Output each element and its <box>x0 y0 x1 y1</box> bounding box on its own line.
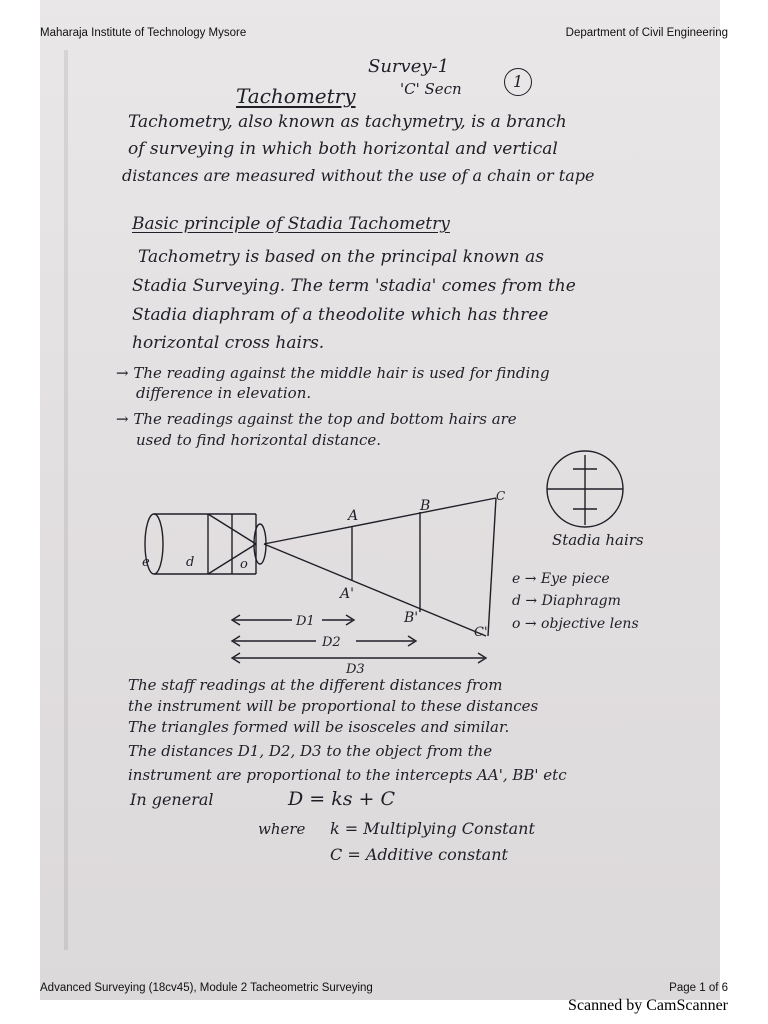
page-circle-number: 1 <box>504 68 532 96</box>
label-d: d <box>186 555 195 570</box>
formula-prefix: In general <box>130 790 214 809</box>
page-title: Tachometry <box>236 84 356 108</box>
label-e: e <box>142 555 150 570</box>
ray-upper <box>264 498 496 544</box>
footer-page-number: Page 1 of 6 <box>669 982 728 994</box>
label-D3: D3 <box>346 662 365 677</box>
label-C: C <box>496 489 506 503</box>
label-D2: D2 <box>322 635 341 650</box>
legend-objective: o → objective lens <box>512 616 639 632</box>
principle-line-3: Stadia diaphram of a theodolite which has three <box>132 305 549 325</box>
scanner-watermark: Scanned by CamScanner <box>568 997 728 1014</box>
principle-line-1: Tachometry is based on the principal known as <box>138 247 544 267</box>
intro-line-2: of surveying in which both horizontal and vertical <box>128 139 558 159</box>
bottom-line-1: The staff readings at the different distances from <box>128 676 503 694</box>
bottom-line-2: the instrument will be proportional to these distances <box>128 697 539 715</box>
stadia-hairs-label: Stadia hairs <box>552 531 644 549</box>
bullet-2-line-2: used to find horizontal distance. <box>136 431 382 449</box>
footer-course: Advanced Surveying (18cv45), Module 2 Tacheometric Surveying <box>40 982 373 994</box>
legend-eyepiece: e → Eye piece <box>512 571 610 587</box>
bullet-1-line-2: difference in elevation. <box>136 384 312 402</box>
principle-line-4: horizontal cross hairs. <box>132 333 325 353</box>
label-o: o <box>240 557 248 572</box>
section-heading: Basic principle of Stadia Tachometry <box>132 214 450 234</box>
survey-label: Survey-1 <box>368 56 450 77</box>
label-D1: D1 <box>296 614 315 629</box>
label-B: B <box>420 498 431 514</box>
bottom-line-5: instrument are proportional to the intercepts AA', BB' etc <box>128 766 567 784</box>
formula-equation: D = ks + C <box>288 788 396 810</box>
formula-c-definition: C = Additive constant <box>330 845 508 864</box>
intro-line-1: Tachometry, also known as tachymetry, is a branch <box>128 112 567 132</box>
intro-line-3: distances are measured without the use of a chain or tape <box>122 166 595 185</box>
principle-line-2: Stadia Surveying. The term 'stadia' comes from the <box>132 276 576 296</box>
formula-where: where <box>258 820 306 838</box>
label-A: A <box>348 508 359 524</box>
bottom-line-4: The distances D1, D2, D3 to the object from the <box>128 742 493 760</box>
bottom-line-3: The triangles formed will be isosceles and similar. <box>128 718 510 736</box>
label-C-prime: C' <box>474 625 488 640</box>
staff-CC <box>488 498 496 636</box>
header-institute: Maharaja Institute of Technology Mysore <box>40 27 247 39</box>
bullet-1-line-1: → The reading against the middle hair is used for finding <box>116 364 550 382</box>
label-A-prime: A' <box>340 586 354 602</box>
formula-k-definition: k = Multiplying Constant <box>330 819 535 838</box>
header-department: Department of Civil Engineering <box>565 27 728 39</box>
label-B-prime: B' <box>404 610 419 626</box>
bullet-2-line-1: → The readings against the top and bottom hairs are <box>116 410 517 428</box>
section-label: 'C' Secn <box>400 80 462 98</box>
legend-diaphragm: d → Diaphragm <box>512 593 621 609</box>
